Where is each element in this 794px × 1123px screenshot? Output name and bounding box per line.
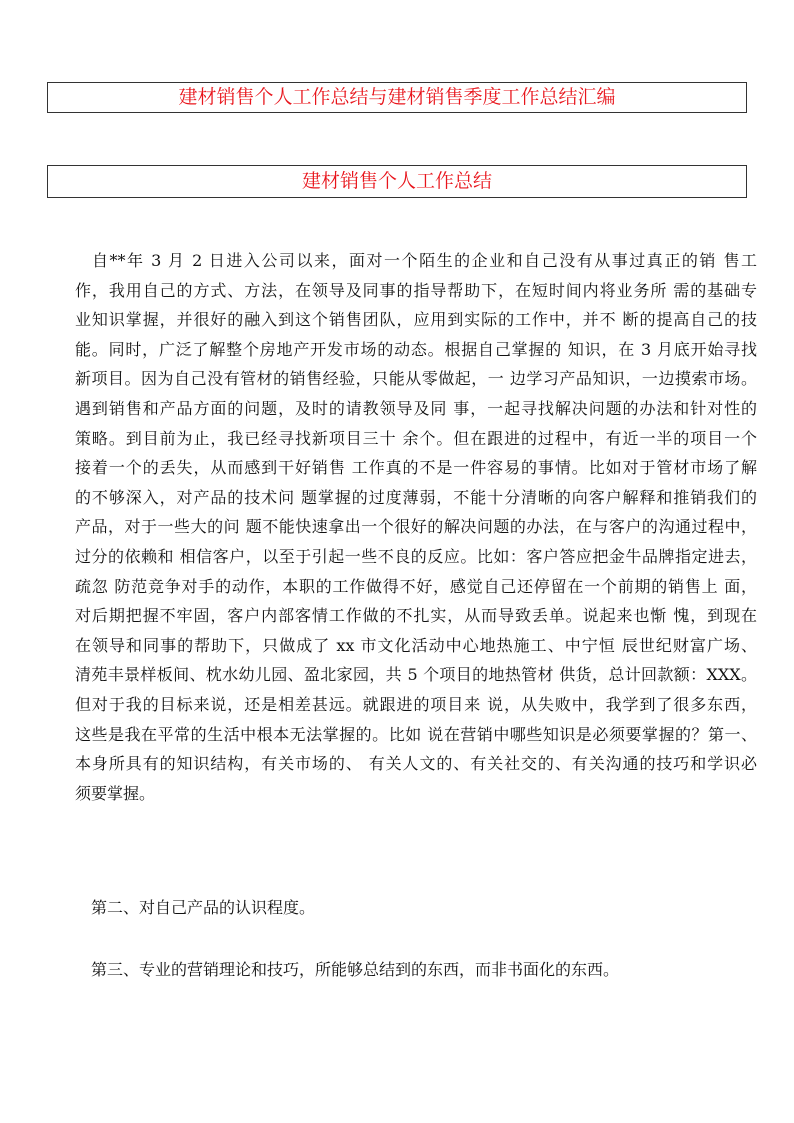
paragraph-line: 的不够深入，对产品的技术问 题掌握的过度薄弱，不能十分清晰的向客户解释和推销我们的 <box>75 487 757 507</box>
paragraph-line: 自**年 3 月 2 日进入公司以来，面对一个陌生的企业和自己没有从事过真正的销 售工 <box>92 251 757 270</box>
paragraph-line: 产品，对于一些大的问 题不能快速拿出一个很好的解决问题的办法，在与客户的沟通过程中， <box>75 517 757 537</box>
paragraph-line: 须要掌握。 <box>75 783 156 803</box>
paragraph-line: 这些是我在平常的生活中根本无法掌握的。比如 说在营销中哪些知识是必须要掌握的？第一、 <box>75 724 757 744</box>
paragraph-line: 过分的依赖和 相信客户，以至于引起一些不良的反应。比如：客户答应把金牛品牌指定进去， <box>75 546 757 566</box>
paragraph-line: 但对于我的目标来说，还是相差甚远。就跟进的项目来 说，从失败中，我学到了很多东西， <box>75 694 757 714</box>
section-title: 建材销售个人工作总结 <box>47 165 747 198</box>
paragraph-line: 业知识掌握，并很好的融入到这个销售团队，应用到实际的工作中，并不 断的提高自己的技 <box>75 310 757 330</box>
paragraph-line: 作，我用自己的方式、方法，在领导及同事的指导帮助下，在短时间内将业务所 需的基础专 <box>75 280 757 300</box>
paragraph-line: 遇到销售和产品方面的问题，及时的请教领导及同 事，一起寻找解决问题的办法和针对性的 <box>75 398 757 418</box>
paragraph-line: 疏忽 防范竞争对手的动作，本职的工作做得不好，感觉自己还停留在一个前期的销售上 面， <box>75 576 757 596</box>
paragraph-line: 接着一个的丢失，从而感到干好销售 工作真的不是一件容易的事情。比如对于管材市场了解 <box>75 458 757 478</box>
paragraph-line: 清苑丰景样板间、枕水幼儿园、盈北家园，共 5 个项目的地热管材 供货，总计回款额：XXX。 <box>75 665 757 685</box>
paragraph-1 <box>75 246 757 808</box>
paragraph-line: 本身所具有的知识结构，有关市场的、 有关人文的、有关社交的、有关沟通的技巧和学识必 <box>75 754 757 774</box>
main-title: 建材销售个人工作总结与建材销售季度工作总结汇编 <box>47 82 747 113</box>
paragraph-line: 在领导和同事的帮助下，只做成了 xx 市文化活动中心地热施工、中宁恒 辰世纪财富广场、 <box>75 635 757 655</box>
paragraph-2: 第二、对自己产品的认识程度。 <box>91 898 316 917</box>
paragraph-line: 能。同时，广泛了解整个房地产开发市场的动态。根据自己掌握的 知识，在 3 月底开始寻找 <box>75 339 757 359</box>
paragraph-line: 对后期把握不牢固，客户内部客情工作做的不扎实，从而导致丢单。说起来也惭 愧，到现在 <box>75 606 757 626</box>
paragraph-line: 策略。到目前为止，我已经寻找新项目三十 余个。但在跟进的过程中，有近一半的项目一个 <box>75 428 757 448</box>
paragraph-3: 第三、专业的营销理论和技巧，所能够总结到的东西，而非书面化的东西。 <box>91 960 620 979</box>
paragraph-line: 新项目。因为自己没有管材的销售经验，只能从零做起，一 边学习产品知识，一边摸索市场。 <box>75 369 757 389</box>
